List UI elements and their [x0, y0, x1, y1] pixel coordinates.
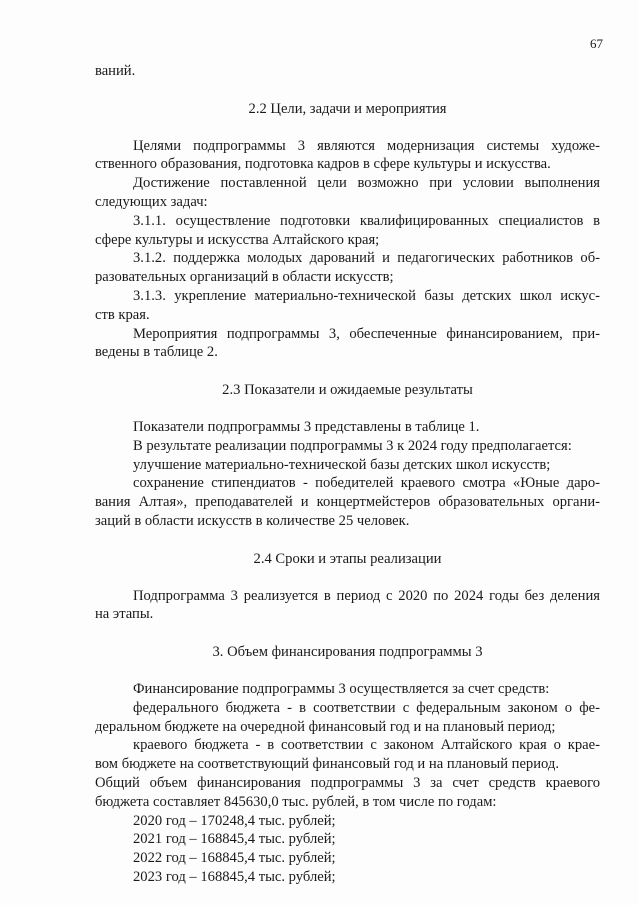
- text-line: федерального бюджета - в соответствии с федеральным законом о фе-: [133, 699, 600, 716]
- text-line: ведены в таблице 2.: [95, 344, 218, 361]
- text-line: деральном бюджете на очередной финансовый год и на плановый период;: [95, 718, 556, 735]
- text-line: разовательных организаций в области искусств;: [95, 269, 394, 286]
- text-line: Общий объем финансирования подпрограммы 3 за счет средств краевого: [95, 774, 600, 791]
- text-line: сохранение стипендиатов - победителей краевого смотра «Юные даро-: [133, 475, 600, 492]
- text-line: ств края.: [95, 306, 150, 323]
- section-heading-2-2: 2.2 Цели, задачи и мероприятия: [248, 100, 447, 117]
- text-line: 3.1.1. осуществление подготовки квалифицированных специалистов в: [133, 212, 600, 229]
- text-line: 3.1.2. поддержка молодых дарований и педагогических работников об-: [133, 250, 600, 267]
- text-line: Целями подпрограммы 3 являются модернизация системы художе-: [133, 137, 600, 154]
- section-3-body: [95, 680, 600, 887]
- text-line: 2022 год – 168845,4 тыс. рублей;: [133, 850, 336, 867]
- text-line: краевого бюджета - в соответствии с законом Алтайского края о крае-: [133, 737, 600, 754]
- text-line: ваний.: [95, 63, 136, 79]
- section-heading-3: 3. Объем финансирования подпрограммы 3: [212, 644, 483, 661]
- text-line: на этапы.: [95, 606, 154, 623]
- text-line: В результате реализации подпрограммы 3 к 2024 году предполагается:: [133, 437, 572, 454]
- section-2-4-body: [95, 587, 600, 625]
- text-line: ственного образования, подготовка кадров в сфере культуры и искусства.: [95, 156, 551, 173]
- section-heading-2-4: 2.4 Сроки и этапы реализации: [253, 550, 442, 567]
- text-line: улучшение материально-технической базы детских школ искусств;: [133, 456, 551, 473]
- text-line: сфере культуры и искусства Алтайского края;: [95, 231, 380, 248]
- section-heading-2-3: 2.3 Показатели и ожидаемые результаты: [222, 382, 473, 399]
- text-line: 3.1.3. укрепление материально-технической базы детских школ искус-: [133, 287, 600, 304]
- text-line: 2020 год – 170248,4 тыс. рублей;: [133, 812, 336, 829]
- document-body: [95, 62, 600, 887]
- text-line: следующих задач:: [95, 193, 208, 210]
- text-line: 2023 год – 168845,4 тыс. рублей;: [133, 868, 336, 885]
- section-2-3-body: [95, 418, 600, 531]
- text-line: Подпрограмма 3 реализуется в период с 2020 по 2024 годы без деления: [133, 587, 600, 604]
- text-line: 2021 год – 168845,4 тыс. рублей;: [133, 831, 336, 848]
- text-line: вом бюджете на соответствующий финансовый год и на плановый период.: [95, 756, 559, 773]
- text-line: заций в области искусств в количестве 25 человек.: [95, 512, 410, 529]
- text-line: Показатели подпрограммы 3 представлены в таблице 1.: [133, 418, 480, 435]
- text-line: Достижение поставленной цели возможно при условии выполнения: [133, 175, 600, 192]
- text-line: Финансирование подпрограммы 3 осуществляется за счет средств:: [133, 680, 550, 697]
- text-line: бюджета составляет 845630,0 тыс. рублей, в том числе по годам:: [95, 793, 497, 810]
- section-2-2-body: [95, 137, 600, 363]
- text-line: Мероприятия подпрограммы 3, обеспеченные финансированием, при-: [133, 325, 600, 342]
- text-line: вания Алтая», преподавателей и концертмейстеров образовательных органи-: [95, 494, 600, 511]
- page-number: 67: [590, 36, 603, 51]
